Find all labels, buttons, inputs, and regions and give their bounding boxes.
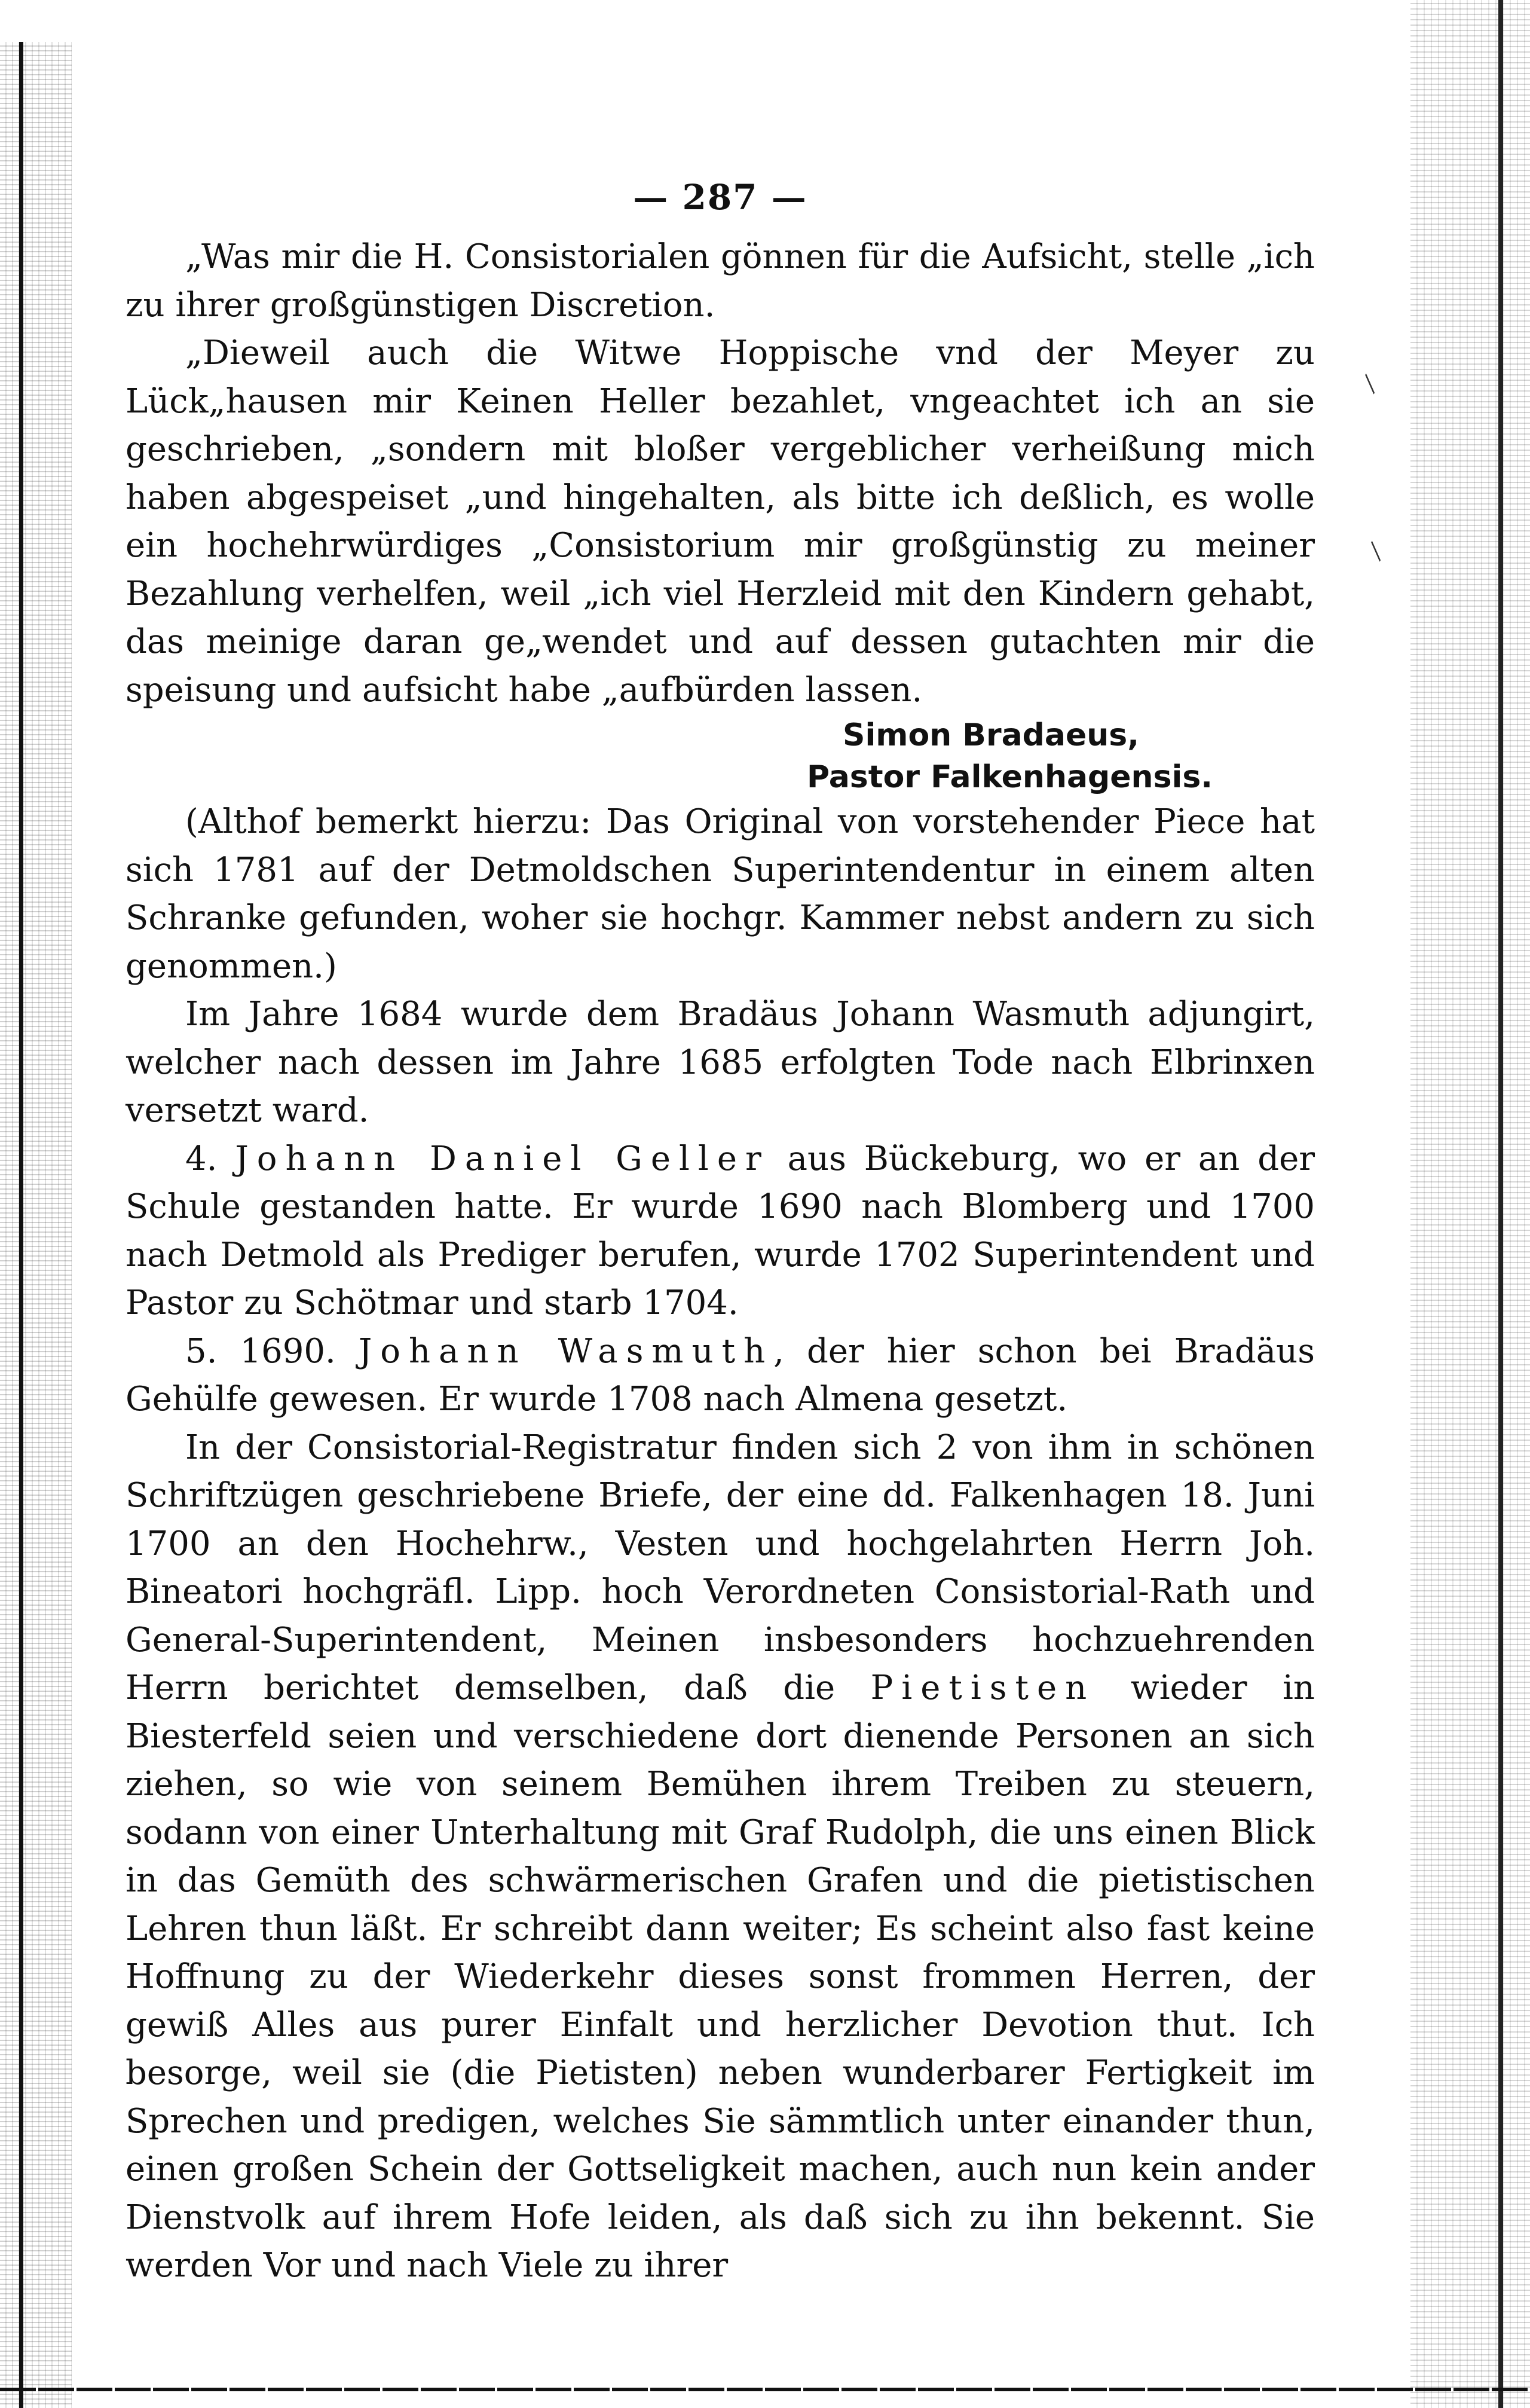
entry-person-name: Johann Wasmuth [358,1331,774,1371]
final-paragraph [126,1424,1315,2290]
entry-year: 1690. [240,1331,336,1371]
scan-edge-right [1410,0,1530,2408]
margin-pencil-mark: ⁄ [1358,375,1384,394]
signature-title: Pastor Falkenhagensis. [807,759,1213,795]
scan-gutter-line [19,42,23,2408]
scan-page-edge-line [1498,0,1503,2408]
entry-number: 5. [185,1331,218,1371]
signature-block [126,714,1315,798]
entry-4 [126,1135,1315,1328]
quote-paragraph: „Was mir die H. Consistorialen gönnen für die Aufsicht, stelle „ich zu ihrer großgünstigen Discretion. [126,237,1315,325]
entry-text: aus Bückeburg, wo er an der Schule gestanden hatte. Er wurde 1690 nach Blomberg und 1700 nach Detmold als Prediger berufen, wurde 1702 Superintendent und Pastor zu Schötmar und starb 1704. [126,1139,1315,1322]
emphasized-term: Pietisten [870,1669,1096,1707]
body-paragraph: Im Jahre 1684 wurde dem Bradäus Johann Wasmuth adjungirt, welcher nach dessen im Jahre 1685 erfolgten Tode nach Elbrinxen versetzt ward. [126,995,1315,1130]
final-text-start: In der Consistorial-Registratur finden sich 2 von ihm in schönen Schriftzügen geschriebene Briefe, der eine dd. Falkenhagen 18. Juni 1700 an den Hochehrw., Vesten und hochgelahrten Herrn Joh. Bineatori hochgräfl. Lipp. hoch Verordneten Consistorial-Rath und General-Superintendent, Meinen insbesonders hochzuehrenden Herrn berichtet demselben, daß die [126,1428,1315,1707]
page-number: — 287 — [633,177,807,218]
final-text-rest: wieder in Biesterfeld seien und verschiedene dort dienende Personen an sich ziehen, so wie von seinem Bemühen ihrem Treiben zu steuern, sodann von einer Unterhaltung mit Graf Rudolph, die uns einen Blick in das Gemüth des schwärmerischen Grafen und die pietistischen Lehren thun läßt. Er schreibt dann weiter; Es scheint also fast keine Hoffnung zu der Wiederkehr dieses sonst frommen Herren, der gewiß Alles aus purer Einfalt und herzlicher Devotion thut. Ich besorge, weil sie (die Pietisten) neben wunderbarer Fertigkeit im Sprechen und predigen, welches Sie sämmtlich unter einander thun, einen großen Schein der Gottseligkeit machen, auch nun kein ander Dienstvolk auf ihrem Hofe leiden, als daß sich zu ihn bekennt. Sie werden Vor und nach Viele zu ihrer [126,1669,1315,2285]
scan-bottom-edge [0,2388,1530,2391]
signature-name: Simon Bradaeus, [843,717,1139,753]
quote-paragraph: „Dieweil auch die Witwe Hoppische vnd der Meyer zu Lück„hausen mir Keinen Heller bezahlet, vngeachtet ich an sie geschrieben, „sondern mit bloßer vergeblicher verheißung mich haben abgespeiset „und hingehalten, als bitte ich deßlich, es wolle ein hochehrwürdiges „Consistorium mir großgünstig zu meiner Bezahlung verhelfen, weil „ich viel Herzleid mit den Kindern gehabt, das meinige daran ge„wendet und auf dessen gutachten mir die speisung und aufsicht habe „aufbürden lassen. [126,334,1315,710]
entry-5 [126,1328,1315,1424]
body-paragraph: (Althof bemerkt hierzu: Das Original von vorstehender Piece hat sich 1781 auf der Detmoldschen Superintendentur in einem alten Schranke gefunden, woher sie hochgr. Kammer nebst andern zu sich genommen.) [126,802,1315,986]
entry-text: , der hier schon bei Bradäus Gehülfe gewesen. Er wurde 1708 nach Almena gesetzt. [126,1331,1315,1419]
entry-number: 4. [185,1139,218,1178]
scan-edge-left [0,42,72,2408]
book-page [126,173,1315,2290]
margin-pencil-mark: ⁄ [1364,542,1390,561]
entry-person-name: Johann Daniel Geller [235,1139,770,1178]
